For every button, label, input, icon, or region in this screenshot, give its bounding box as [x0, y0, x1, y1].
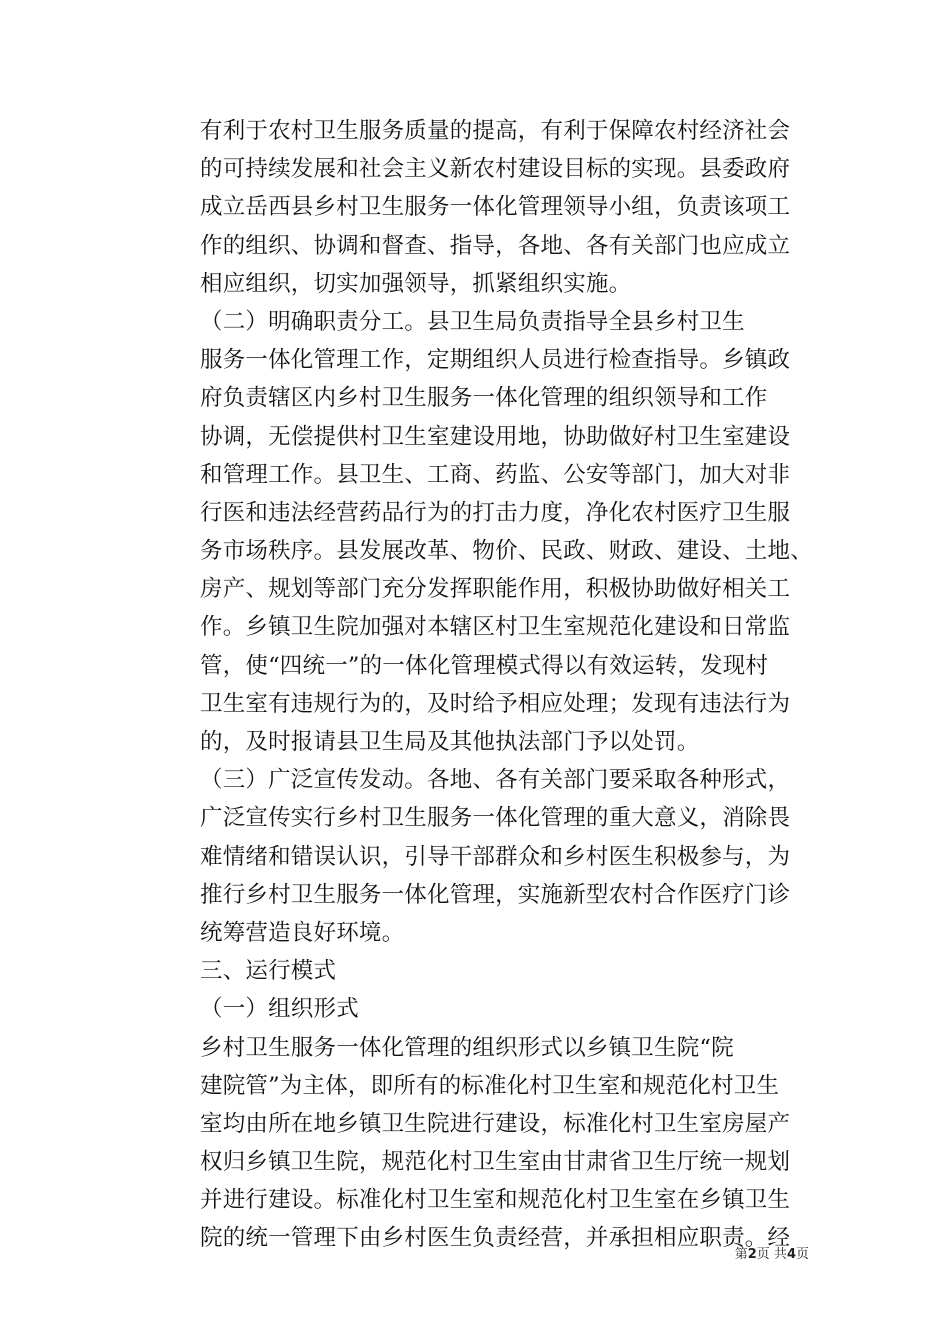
total-pages-number: 4: [786, 1247, 796, 1262]
text-line: 推行乡村卫生服务一体化管理，实施新型农村合作医疗门诊: [200, 881, 791, 908]
text-line: 卫生室有违规行为的，及时给予相应处理；发现有违法行为: [200, 690, 791, 717]
text-line: 管，使“四统一”的一体化管理模式得以有效运转，发现村: [200, 652, 769, 679]
footer-suffix: 页: [795, 1247, 809, 1262]
text-line: 作的组织、协调和督查、指导，各地、各有关部门也应成立: [200, 232, 791, 259]
text-line: 统筹营造良好环境。: [200, 919, 405, 946]
text-line: 成立岳西县乡村卫生服务一体化管理领导小组，负责该项工: [200, 194, 791, 221]
section-heading: 三、运行模式: [200, 958, 337, 985]
text-line: 建院管”为主体，即所有的标准化村卫生室和规范化村卫生: [200, 1072, 780, 1099]
text-line: （三）广泛宣传发动。各地、各有关部门要采取各种形式，: [200, 767, 791, 794]
text-line: 有利于农村卫生服务质量的提高，有利于保障农村经济社会: [200, 118, 791, 144]
text-line: 服务一体化管理工作，定期组织人员进行检查指导。乡镇政: [200, 347, 791, 374]
text-line: 房产、规划等部门充分发挥职能作用，积极协助做好相关工: [200, 576, 791, 603]
text-line: 协调，无偿提供村卫生室建设用地，协助做好村卫生室建设: [200, 423, 791, 450]
page-number-footer: [735, 1243, 809, 1262]
text-line: 室均由所在地乡镇卫生院进行建设，标准化村卫生室房屋产: [200, 1110, 791, 1137]
text-line: 和管理工作。县卫生、工商、药监、公安等部门，加大对非: [200, 461, 791, 488]
text-line: 权归乡镇卫生院，规范化村卫生室由甘肃省卫生厅统一规划: [200, 1149, 791, 1176]
subsection-heading: （一）组织形式: [200, 996, 359, 1023]
text-line: 的可持续发展和社会主义新农村建设目标的实现。县委政府: [200, 156, 791, 183]
footer-middle: 页 共: [756, 1247, 787, 1262]
text-line: 务市场秩序。县发展改革、物价、民政、财政、建设、土地、: [200, 538, 813, 565]
text-line: 难情绪和错误认识，引导干部群众和乡村医生积极参与，为: [200, 843, 791, 870]
document-body: [200, 112, 813, 1258]
text-line: 行医和违法经营药品行为的打击力度，净化农村医疗卫生服: [200, 499, 791, 526]
text-line: 作。乡镇卫生院加强对本辖区村卫生室规范化建设和日常监: [200, 614, 791, 641]
text-line: 的，及时报请县卫生局及其他执法部门予以处罚。: [200, 729, 700, 755]
footer-prefix: 第: [734, 1247, 748, 1262]
text-line: （二）明确职责分工。县卫生局负责指导全县乡村卫生: [200, 308, 745, 335]
text-line: 乡村卫生服务一体化管理的组织形式以乡镇卫生院“院: [200, 1034, 734, 1061]
text-line: 院的统一管理下由乡村医生负责经营，并承担相应职责。经: [200, 1225, 791, 1252]
text-line: 并进行建设。标准化村卫生室和规范化村卫生室在乡镇卫生: [200, 1187, 791, 1214]
current-page-number: 2: [747, 1247, 757, 1262]
text-line: 广泛宣传实行乡村卫生服务一体化管理的重大意义，消除畏: [200, 805, 791, 832]
text-line: 相应组织，切实加强领导，抓紧组织实施。: [200, 270, 632, 297]
text-line: 府负责辖区内乡村卫生服务一体化管理的组织领导和工作: [200, 385, 768, 412]
